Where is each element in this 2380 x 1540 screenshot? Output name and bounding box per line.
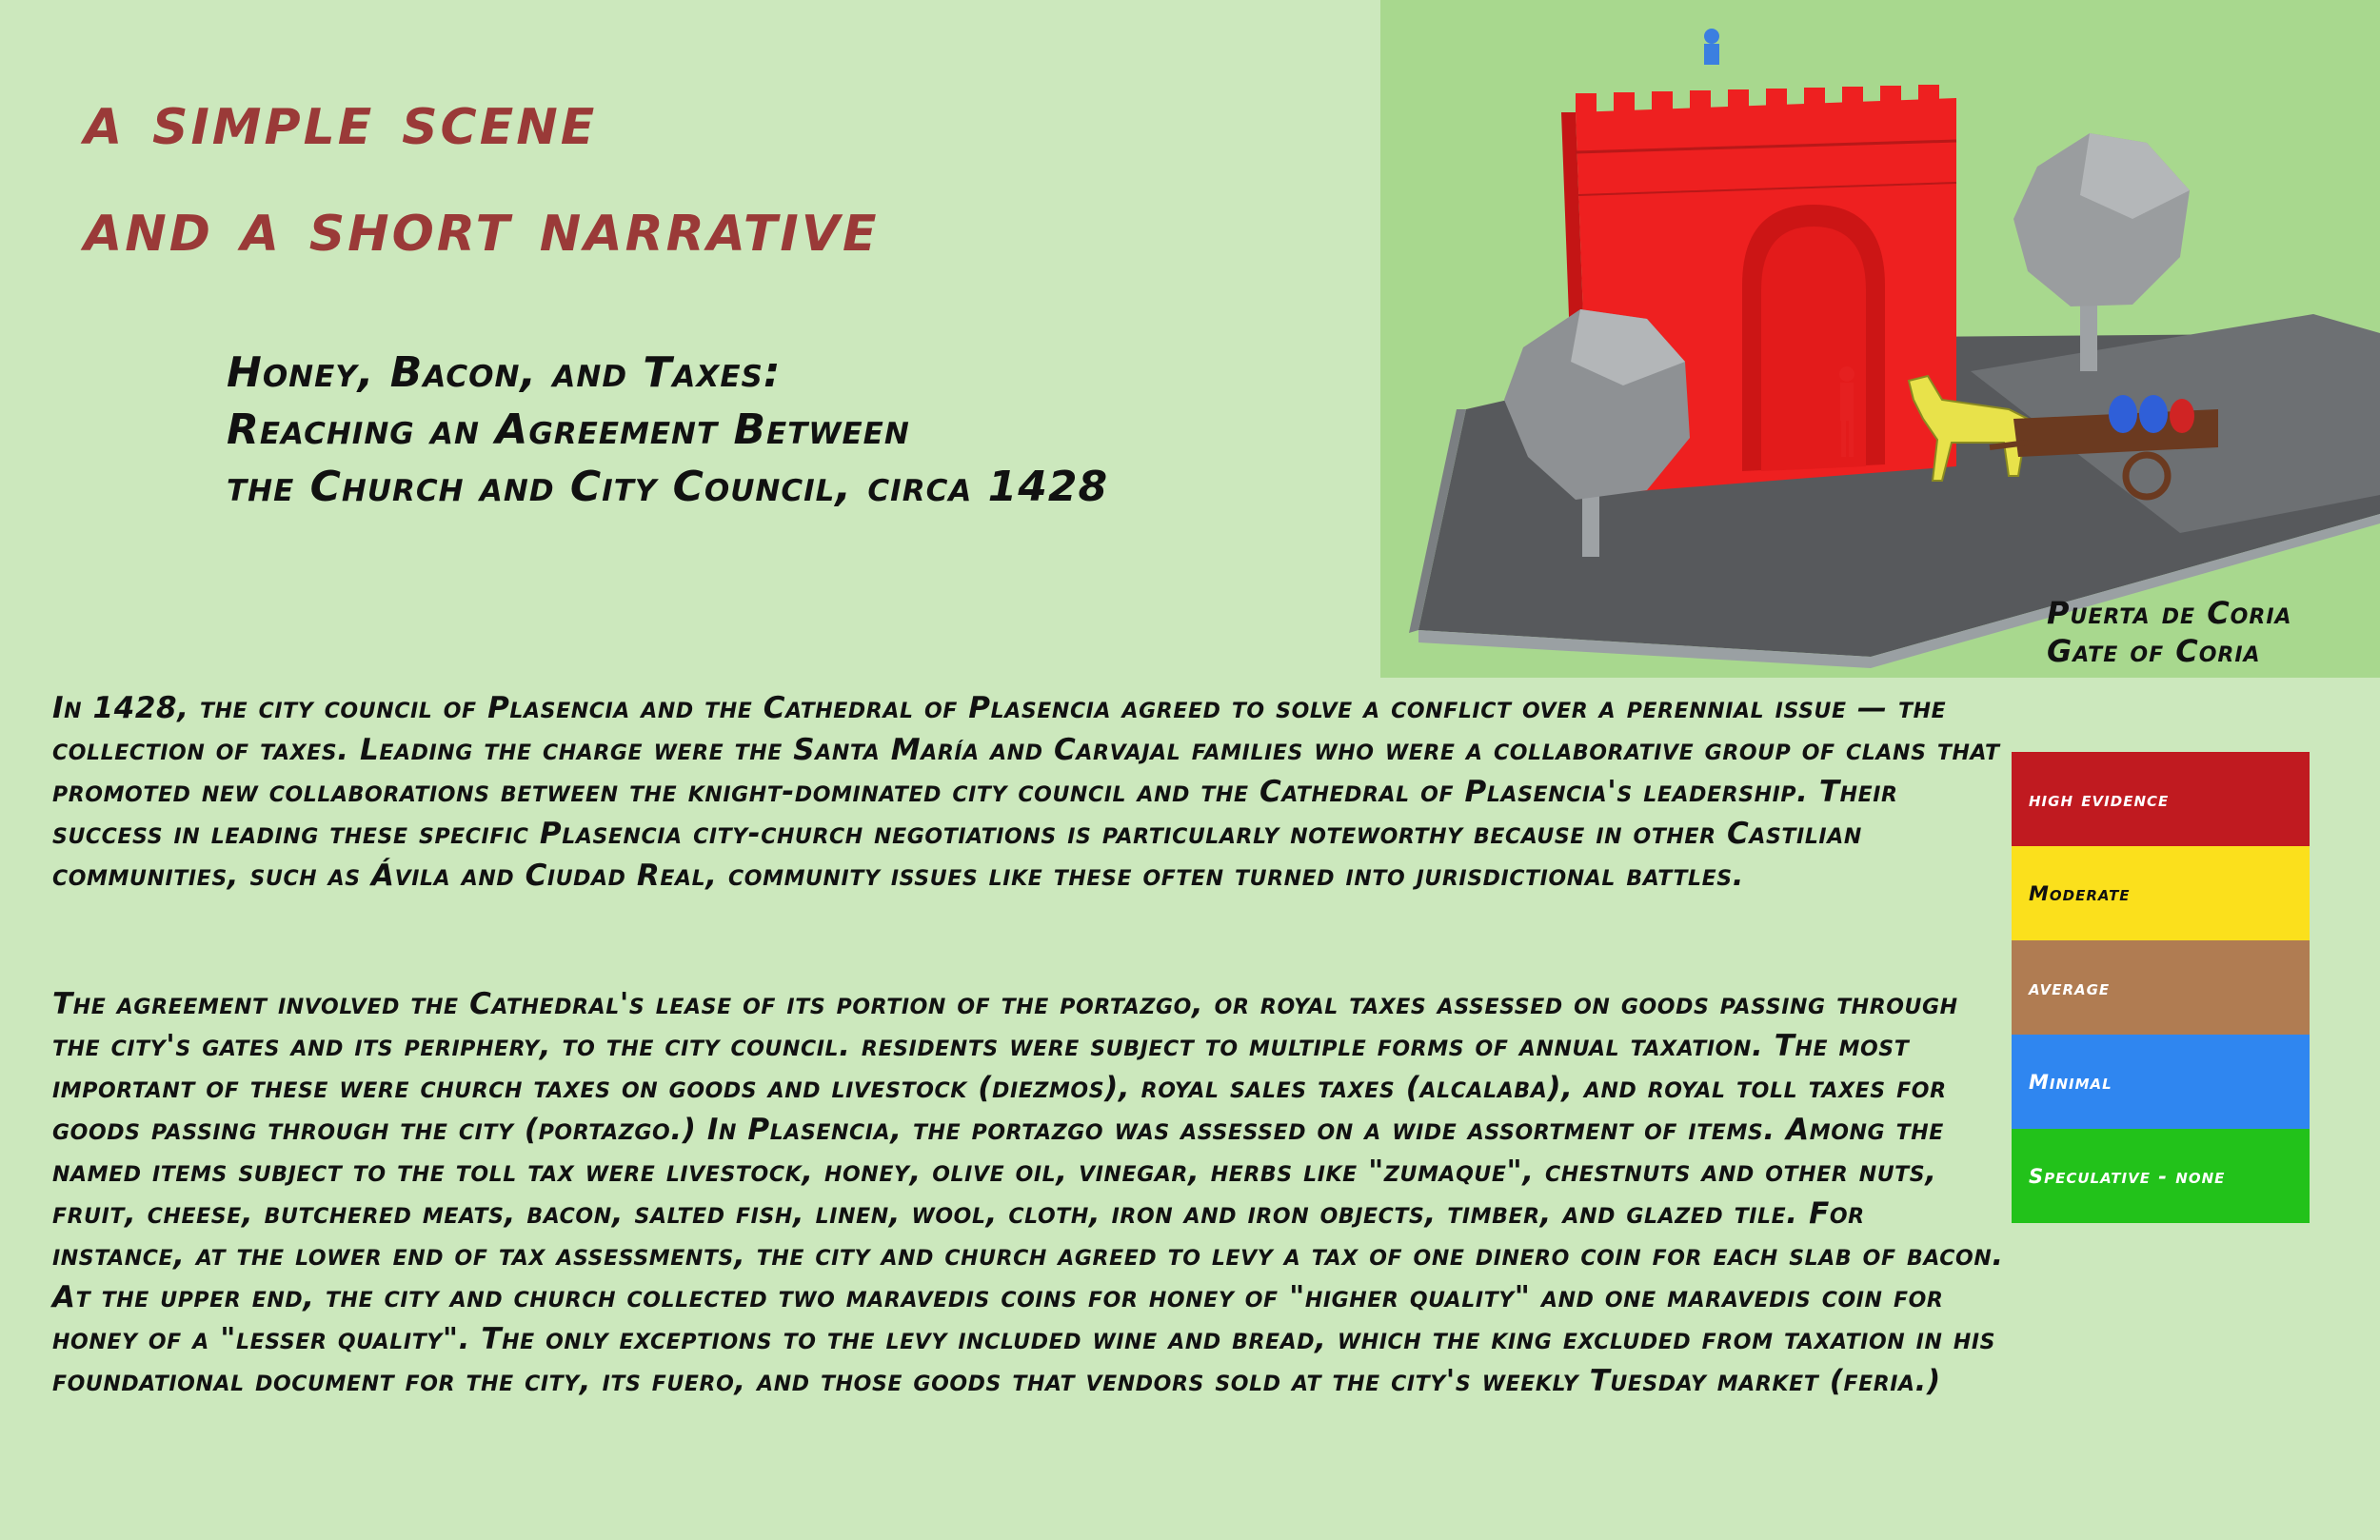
legend-average: average — [2012, 940, 2310, 1035]
caption-line-2: Gate of Coria — [2047, 633, 2261, 669]
gate-scene-illustration — [1380, 0, 2380, 678]
scene-caption — [2047, 594, 2292, 670]
legend-high-evidence: high evidence — [2012, 752, 2310, 846]
main-title — [84, 67, 880, 280]
narrative-paragraph-1: In 1428, the city council of Plasencia and the Cathedral of Plasencia agreed to solve a conflict over a perennial issue — the collection of taxes. Leading the charge were the Santa María and Carvajal families who were a collaborative group of clans that promoted new collaborations between the knight-dominated city council and the Cathedral of Plasencia's leadership. Their success in leading these specific Plasencia city-church negotiations is particularly noteworthy because in other Castilian communities, such as Ávila and Ciudad Real, community issues like these often turned into jurisdictional battles. — [52, 691, 2000, 893]
blue-jar-2 — [2139, 395, 2168, 433]
red-jar — [2170, 399, 2194, 433]
subtitle-line-1: Honey, Bacon, and Taxes: — [227, 348, 782, 397]
legend-moderate: Moderate — [2012, 846, 2310, 940]
scene-panel — [1380, 0, 2380, 678]
main-title-line-1: a simple scene — [84, 79, 598, 161]
evidence-legend — [2012, 752, 2310, 1223]
blue-figure — [1704, 29, 1719, 44]
subtitle-line-3: the Church and City Council, circa 1428 — [227, 463, 1109, 511]
caption-line-1: Puerta de Coria — [2047, 595, 2292, 631]
main-title-line-2: and a short narrative — [84, 186, 880, 267]
subtitle — [227, 345, 1108, 516]
blue-jar — [2109, 395, 2137, 433]
red-figure — [1839, 366, 1854, 382]
legend-minimal: Minimal — [2012, 1035, 2310, 1129]
narrative-paragraph-2: The agreement involved the Cathedral's lease of its portion of the portazgo, or royal taxes assessed on goods passing through the city's gates and its periphery, to the city council. residents were subject to multiple forms of annual taxation. The most important of these were church taxes on goods and livestock (diezmos), royal sales taxes (alcalaba), and royal toll taxes for goods passing through the city (portazgo.) In Plasencia, the portazgo was assessed on a wide assortment of items. Among the named items subject to the toll tax were livestock, honey, olive oil, vinegar, herbs like "zumaque", chestnuts and other nuts, fruit, cheese, butchered meats, bacon, salted fish, linen, wool, cloth, iron and iron objects, timber, and glazed tile. For instance, at the lower end of tax assessments, the city and church agreed to levy a tax of one dinero coin for each slab of bacon. At the upper end, the city and church collected two maravedis coins for honey of "higher quality" and one maravedis coin for honey of a "lesser quality". The only exceptions to the levy included wine and bread, which the king excluded from taxation in his foundational document for the city, its fuero, and those goods that vendors sold at the city's weekly Tuesday market (feria.) — [52, 987, 2004, 1398]
legend-speculative: Speculative - none — [2012, 1129, 2310, 1223]
subtitle-line-2: Reaching an Agreement Between — [227, 405, 910, 454]
